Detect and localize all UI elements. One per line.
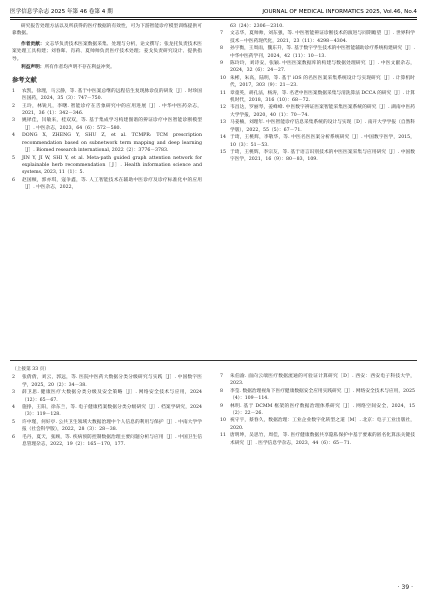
left-column: [12, 23, 202, 192]
reference-entry: [12, 374, 202, 389]
author-contribution: [12, 41, 202, 63]
references-list-left: [12, 88, 202, 192]
reference-entry: [12, 155, 202, 177]
reference-text: 于琦，王桃辉，李宗友，等. 基于语言识别技术的中医医案采集与应用研究［J］. 中国数字医学，2021，16（9）：80－83，109.: [230, 149, 415, 163]
reference-entry: [12, 389, 202, 404]
reference-entry: [220, 373, 415, 388]
right-column: [220, 23, 415, 164]
journal-title-cn: 医学信息学杂志 2025 年第 46 卷第 4 期: [10, 8, 113, 15]
reference-entry: [12, 117, 202, 132]
reference-number: 15: [220, 149, 226, 155]
reference-number: 3: [12, 390, 15, 396]
reference-text: 施挣，王阳，徐东兰，等. 电子健康档案数据分类分级研究［J］. 档案学研究，2024（3）：119－128.: [22, 405, 202, 418]
reference-entry: [12, 177, 202, 192]
reference-number: 2: [12, 103, 15, 109]
reference-number: 12: [220, 105, 226, 111]
reference-text: 章童英，胡孔法，杨涛，等. 名老中医医案数据采集与清洗算法 DCCA 的研究［J］. 计算机时代，2018，316（10）：68－72.: [230, 90, 415, 104]
reference-number: 9: [220, 403, 223, 409]
reference-text: 姚铎佳，闫敏来，桂双双，等. 基于集成学习构建图谱的辨证诊疗中医智能诊断模型［J］. 中医杂志，2023，64（6）：572－580.: [22, 118, 202, 131]
reference-number: 11: [220, 433, 226, 439]
reference-entry: [12, 88, 202, 103]
reference-number: 5: [12, 419, 15, 425]
continued-references-left: [12, 374, 202, 448]
reference-number: 9: [220, 61, 223, 67]
reference-text: 许中瑾，何好亭. 公共卫生领域大数据治理中个人信息的利用与保护［J］. 中南大学学报（社会科学版），2022，28（3）：28－38.: [22, 419, 202, 433]
reference-entry: [220, 403, 415, 418]
reference-entry: [220, 90, 415, 105]
reference-number: 13: [220, 120, 226, 126]
running-header: [10, 6, 417, 16]
reference-number: 3: [12, 118, 15, 124]
reference-number: 4: [12, 405, 15, 411]
page-number: · 39 ·: [397, 583, 413, 591]
section-divider: [10, 360, 417, 361]
reference-entry: [220, 432, 415, 447]
reference-text: 毛丹，夏天，张顾，等. 疾病预防控制数据治理主要问题分析与应用［J］. 中国卫生信息管理杂志，2022，19（2）：165－170，177.: [22, 434, 202, 448]
reference-entry: [220, 75, 415, 90]
reference-entry: [220, 149, 415, 164]
header-rule-thin: [10, 19, 417, 20]
reference-text: JIN Y, JI W, SHI Y, et al. Meta-path guided graph attention network for explainable herb recommendation［J］. Health information science and systems, 2023, 11（1）：5.: [22, 155, 202, 176]
reference-entry: [12, 434, 202, 449]
reference-number: 11: [220, 90, 226, 96]
references-heading: 参考文献: [12, 77, 37, 85]
reference-entry: [12, 419, 202, 434]
reference-text: 张倩倩，刘云，郭远，等. 医院中医药大数据分类分级研究与实践［J］. 中国数字医学，2025，20（2）：34－38.: [22, 375, 202, 388]
interest-statement-text: 所有作者均声明不存在利益冲突。: [44, 65, 115, 71]
reference-number: [220, 23, 230, 30]
reference-number: 5: [12, 155, 15, 161]
reference-text: 王玲，林锐凡，李曙. 智能诊疗在舌象研究中的应用进展［J］. 中华中医药杂志，2021，36（1）：342－346.: [22, 103, 202, 117]
author-contribution-text: 文志华负责技术医案数据采集、处理与分析，论文撰写；张龙托负责技术医案处理工具构建；刘春晖、肖莉、夏帅帅负责医疗技术处理；姜戈负责研究设计、提供指导。: [12, 41, 202, 62]
reference-text: DONG X, ZHENG Y, SHU Z, et al. TCMPR: TCM prescription recommendation based on subnetwork term mapping and deep learning［J］. Biomed research international, 2022（2）：3776－3783.: [22, 133, 202, 154]
reference-text: 朱彬，朱高，陆明，等. 基于 iOS 的名医医案采集系统设计与实现研究［J］. 计算机时代，2017，303（9）：21－23.: [230, 75, 415, 89]
reference-entry: [220, 417, 415, 432]
reference-text: 朱伯渝. 面向云端医疗数据流通的可验证计算研究［D］. 西安：西安电子科技大学，2023.: [230, 374, 415, 387]
reference-number: 10: [220, 418, 226, 424]
reference-entry: [220, 23, 415, 30]
interest-statement: [12, 64, 202, 71]
reference-entry: [220, 388, 415, 403]
reference-number: 7: [220, 374, 223, 379]
reference-text: 63（24）：2306－2310.: [230, 24, 284, 29]
reference-entry: [220, 104, 415, 119]
reference-text: 唐明坤，吴思竹，周佳，等. 医疗健康数据共享隐私保护中基于要素的匿名化算法关键技术研究［J］. 医学信息学杂志，2023，44（6）：65－71.: [230, 433, 415, 446]
continuation-note: （上接第 33 页）: [12, 367, 50, 372]
reference-number: 7: [220, 31, 223, 37]
body-paragraph: 研究报告处理方法以及所获得的医疗数据的有效性，可为下游智能诊疗模型训练提供可靠数据。: [12, 24, 202, 37]
author-contribution-label: 作者贡献：: [21, 41, 45, 47]
reference-entry: [12, 103, 202, 118]
reference-entry: [12, 404, 202, 419]
reference-text: 马姜楠，刘理年. 中医智能诊疗信息采集系统的设计与实现［D］. 南开大学学报（自然科学版），2022，55（5）：67－71.: [230, 120, 415, 133]
reference-text: 于琦，王桃辉，李敬华，等. 中医名医医案分析系统研究［J］. 中国数字医学，2015，10（3）：51－53.: [230, 135, 415, 148]
reference-number: 10: [220, 75, 226, 81]
reference-entry: [220, 134, 415, 149]
continued-left-column: [12, 366, 202, 448]
reference-text: 文志华，夏帅帅，刘东强，等. 中医智能辨证诊断技术的演进与同期瞻望［J］. 世界科学技术－中医药现代化，2021，23（11）：4298－4304.: [230, 31, 415, 44]
reference-number: 6: [12, 177, 15, 183]
reference-entry: [220, 60, 415, 75]
reference-text: 李莹. 数据治理视角下医疗健康数据安全应用实践研究［J］. 网络安全技术与应用，2025（4）：109－114.: [230, 388, 415, 402]
reference-entry: [220, 119, 415, 134]
reference-number: 4: [12, 133, 15, 139]
reference-number: 8: [220, 388, 223, 394]
reference-text: 农凯，徐理，马云静，等. 基于中医案总继的远程信生复现脉诊仪的研发［J］. 时珍国医国药，2024，35（3）：747－750.: [22, 88, 202, 102]
reference-text: 孙宇衡，王周雨，魏东升，等. 基于数字学生技术的中医智能辅助诊疗系统构建研究［J］. 中华中医药学刊，2024，42（11）：10－13.: [230, 46, 415, 59]
reference-text: 林明. 基于 DCMM 框架的医疗数据治理体系研究［J］. 网络空间安全，2024，15（2）：22－26.: [230, 403, 415, 417]
journal-title-en: JOURNAL OF MEDICAL INFORMATICS 2025, Vol.46, No.4: [262, 8, 417, 15]
continued-references-right: [220, 373, 415, 447]
reference-number: 6: [12, 434, 15, 440]
reference-entry: [220, 45, 415, 60]
reference-text: 韦昌达，罗丽琴，姜峰峰. 中医数字辨证医案智能采集医案系统的研究［J］. 湖南中医药大学学报，2020，40（1）：70－74.: [230, 105, 415, 118]
reference-text: 薛卫思. 健康医疗大数据分类分级及安全策略［J］. 网络安全技术与应用，2024（12）：65－67.: [22, 390, 202, 403]
reference-number: 14: [220, 135, 226, 141]
reference-text: 祝守宇，蔡春久，数据治理：工业企业数字化转型之道［M］. 北京：电子工业出版社，2020.: [230, 418, 415, 431]
reference-number: 1: [12, 88, 15, 94]
reference-number: 2: [12, 375, 15, 381]
continued-right-column: [220, 373, 415, 447]
references-list-right: [220, 23, 415, 164]
reference-entry: [12, 132, 202, 154]
interest-statement-label: 利益声明：: [21, 65, 45, 71]
reference-entry: [220, 30, 415, 45]
reference-text: 赵国帧，郭亦琪，寇争鑫，等. 人工智能技术在辅助中医诊疗及诊疗标准化中的应用［J］. 中医杂志，2022，: [22, 177, 202, 191]
reference-number: 8: [220, 46, 223, 52]
reference-text: 陈玲玲，刘诗安，张颖. 中医医案数据库的构建与数据处理研究［J］. 中医文献杂志，2024，32（6）：24－27.: [230, 61, 415, 74]
